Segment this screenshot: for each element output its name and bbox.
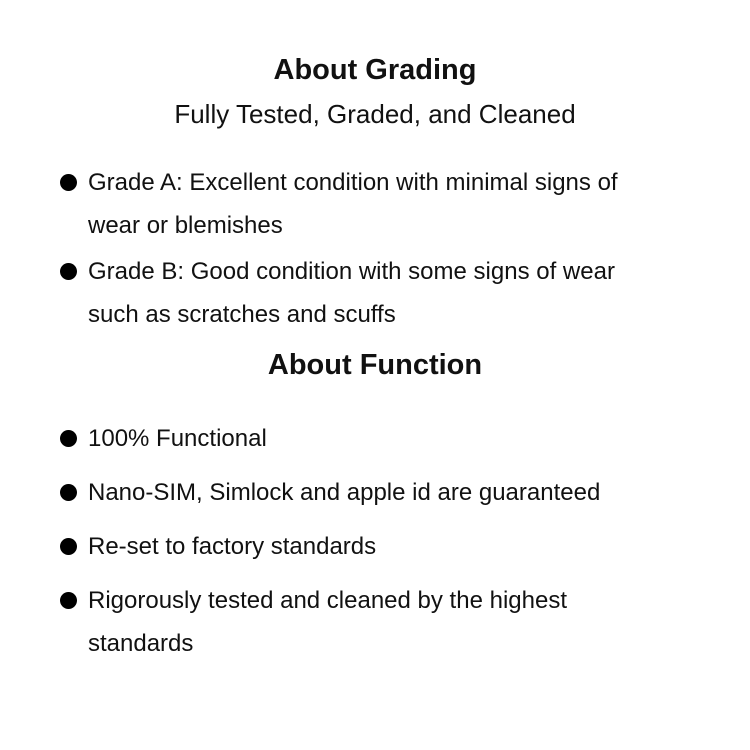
list-item bbox=[60, 161, 639, 247]
list-item bbox=[60, 579, 639, 665]
grading-list bbox=[0, 161, 750, 336]
list-item-text: Nano-SIM, Simlock and apple id are guaranteed bbox=[88, 479, 601, 506]
list-item-text: Grade B: Good condition with some signs of wear such as scratches and scuffs bbox=[88, 258, 615, 328]
list-item bbox=[60, 525, 639, 568]
list-item bbox=[60, 417, 639, 460]
list-item bbox=[60, 250, 639, 336]
bullet-icon bbox=[60, 592, 77, 609]
bullet-icon bbox=[60, 484, 77, 501]
list-item bbox=[60, 471, 639, 514]
list-item-text: Grade A: Excellent condition with minimal signs of wear or blemishes bbox=[88, 169, 618, 239]
bullet-icon bbox=[60, 430, 77, 447]
grading-subtitle: Fully Tested, Graded, and Cleaned bbox=[174, 99, 576, 129]
bullet-icon bbox=[60, 174, 77, 191]
list-item-text: 100% Functional bbox=[88, 425, 267, 452]
function-title: About Function bbox=[267, 349, 483, 381]
bullet-icon bbox=[60, 538, 77, 555]
list-item-text: Rigorously tested and cleaned by the highest standards bbox=[88, 587, 567, 657]
list-item-text: Re-set to factory standards bbox=[88, 533, 377, 560]
section-grading bbox=[0, 55, 750, 336]
function-list bbox=[0, 417, 750, 665]
bullet-icon bbox=[60, 263, 77, 280]
grading-title: About Grading bbox=[273, 54, 477, 86]
section-function bbox=[0, 350, 750, 665]
